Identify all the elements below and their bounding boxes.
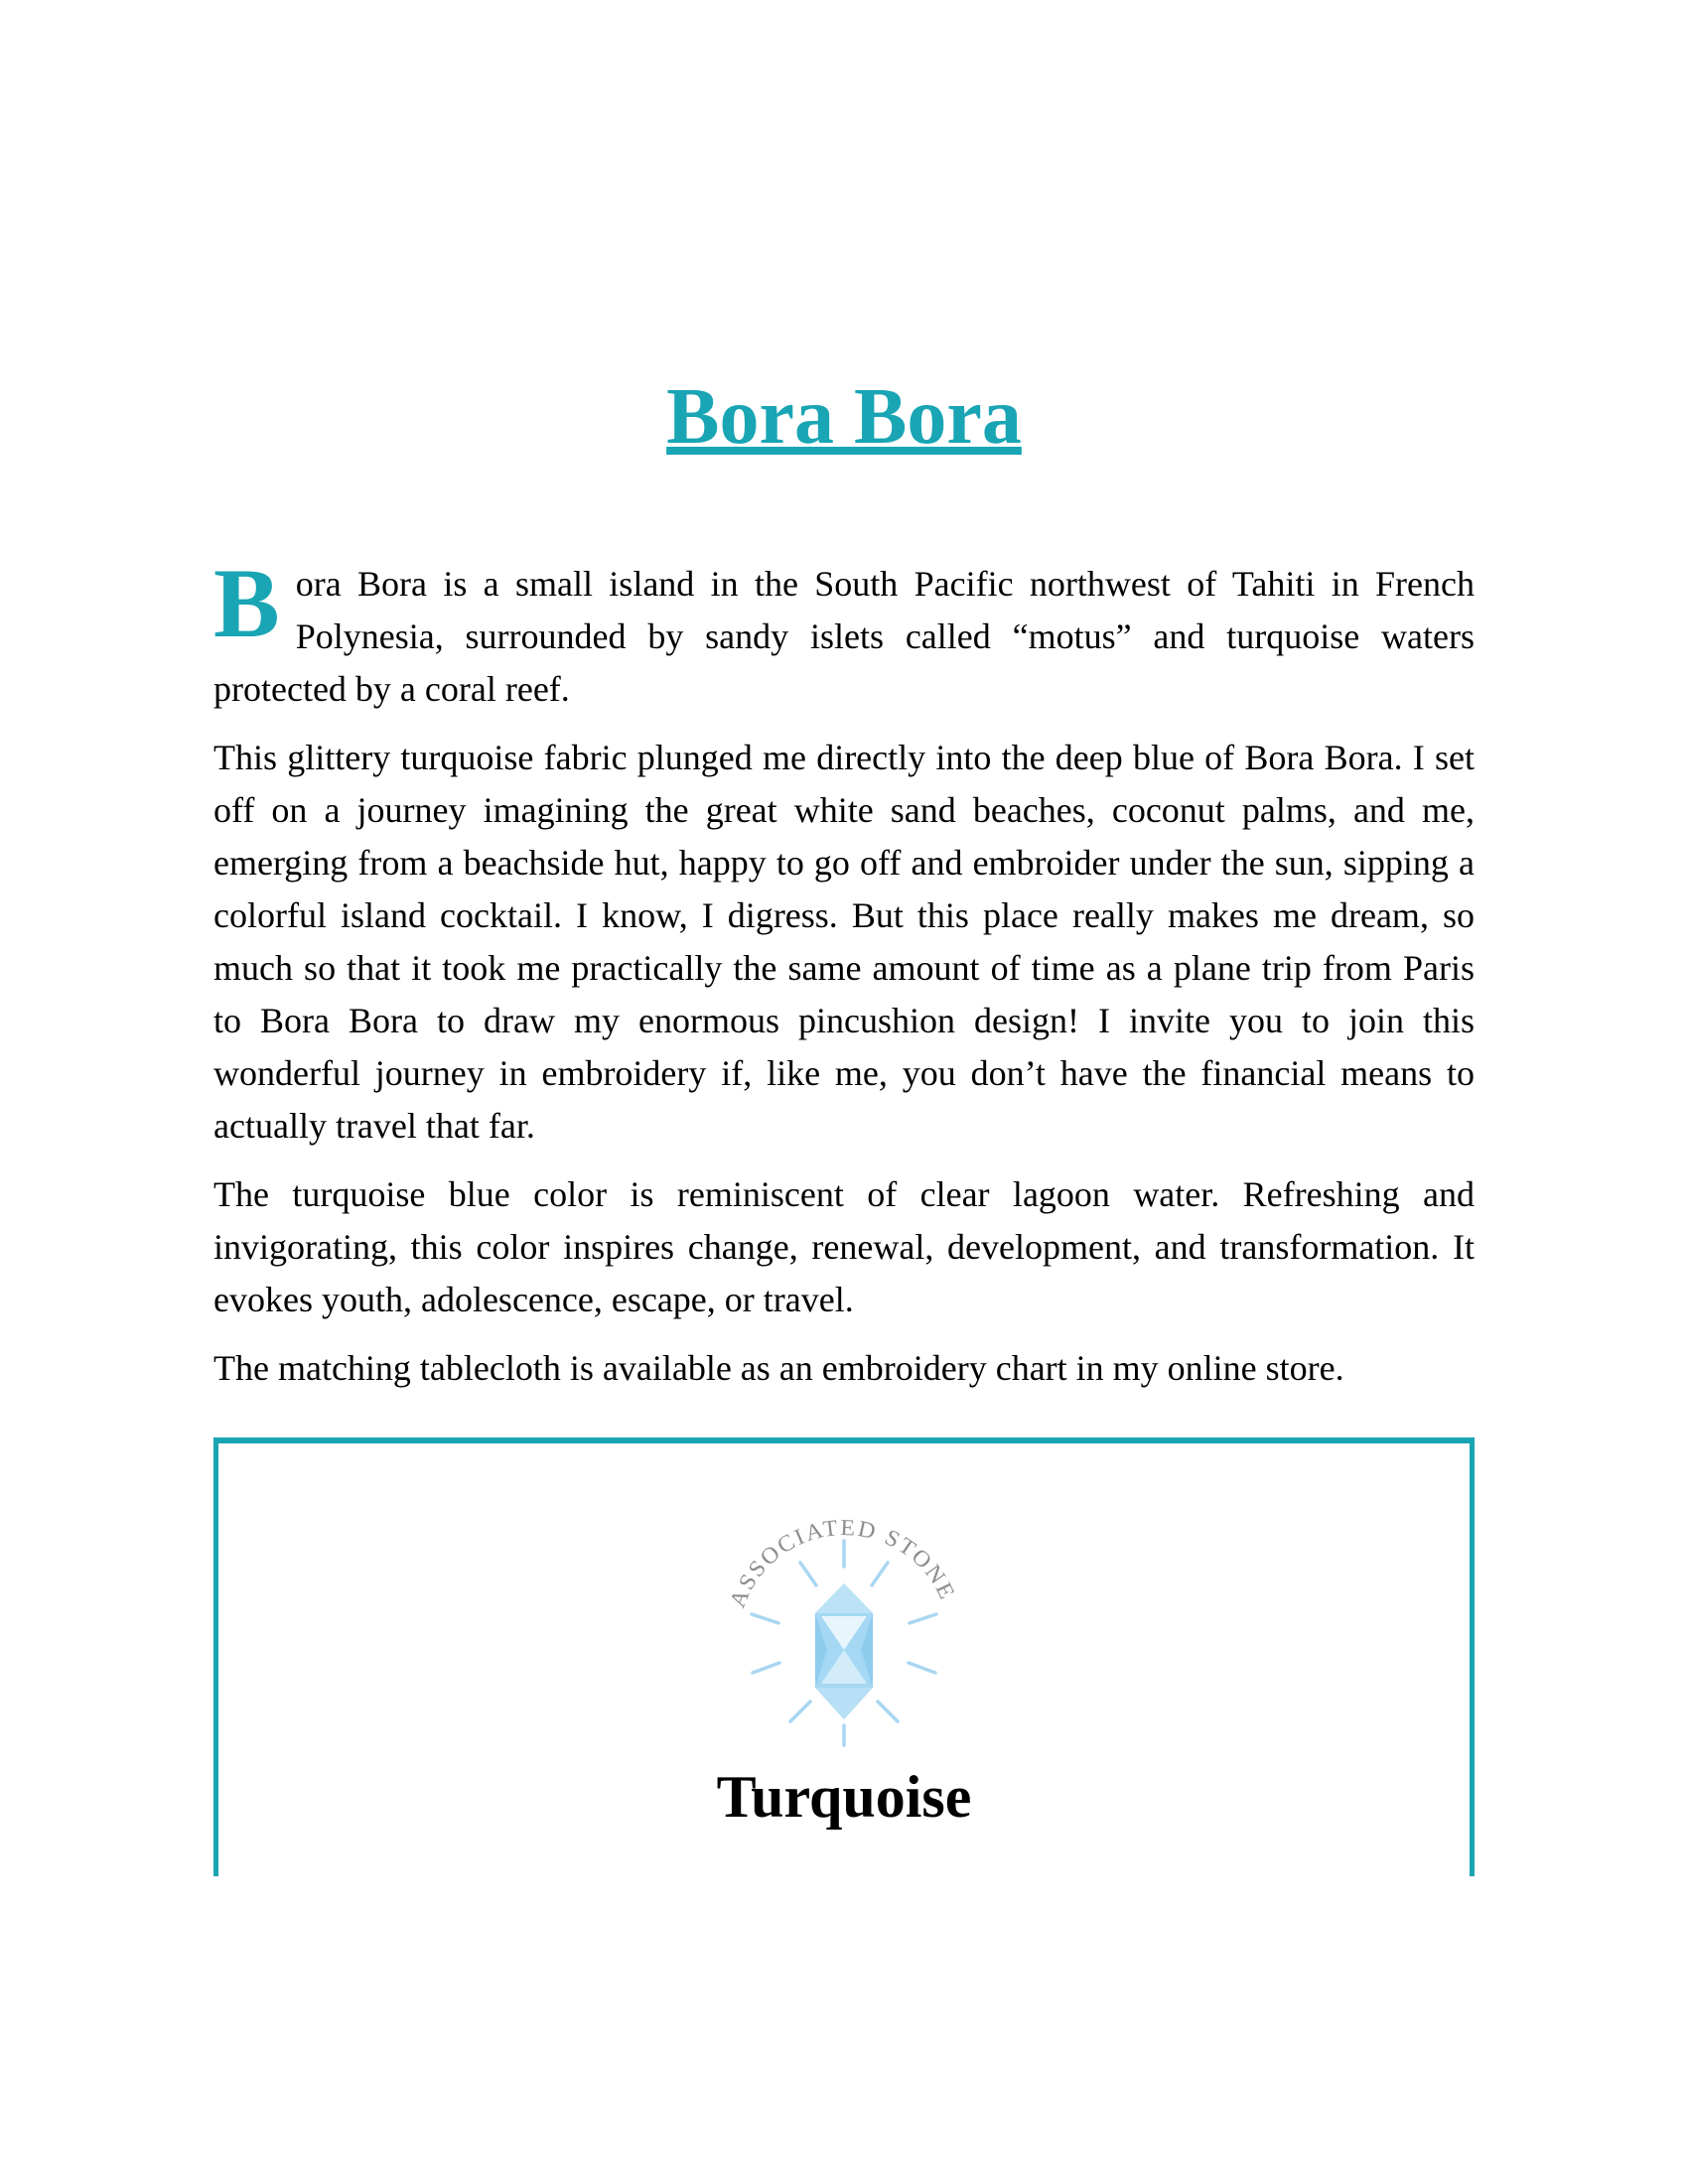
- paragraph-journey: This glittery turquoise fabric plunged me directly into the deep blue of Bora Bora. I set off on a journey imagining the great white sand beaches, coconut palms, and me, emerging from a beachside hut, happy to go off and embroider under the sun, sipping a colorful island cocktail. I know, I digress. But this place really makes me dream, so much so that it took me practically the same amount of time as a plane trip from Paris to Bora Bora to draw my enormous pincushion design! I invite you to join this wonderful journey in embroidery if, like me, you don’t have the financial means to actually travel that far.: [213, 738, 1475, 1146]
- crystal-icon: [815, 1583, 873, 1719]
- paragraph-intro: [213, 548, 1475, 716]
- associated-stone-logo: [695, 1509, 993, 1747]
- paragraph-intro-text: ora Bora is a small island in the South Pacific northwest of Tahiti in French Polynesia, surrounded by sandy islets called “motus” and turquoise waters protected by a coral reef.: [213, 564, 1475, 709]
- drop-cap: B: [213, 548, 280, 658]
- paragraph-store: The matching tablecloth is available as an embroidery chart in my online store.: [213, 1348, 1344, 1388]
- arc-label-text: ASSOCIATED STONE: [724, 1514, 960, 1611]
- text-column: [213, 0, 1475, 1876]
- stone-box: [213, 1437, 1475, 1876]
- paragraph-color-meaning: The turquoise blue color is reminiscent of clear lagoon water. Refreshing and invigorating, this color inspires change, renewal, development, and transformation. It evokes youth, adolescence, escape, or travel.: [213, 1174, 1475, 1319]
- page-title-text: Bora Bora: [666, 373, 1022, 461]
- stone-name: Turquoise: [716, 1764, 972, 1830]
- page-title: [213, 0, 1475, 461]
